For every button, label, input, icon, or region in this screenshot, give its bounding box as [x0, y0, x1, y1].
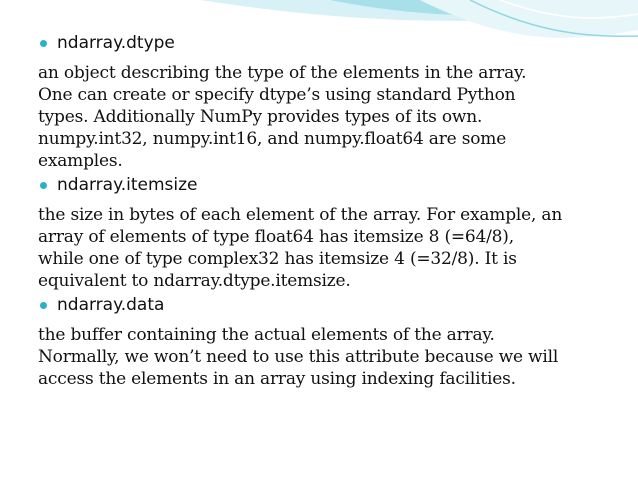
text-line: types. Additionally NumPy provides types of its own.: [38, 107, 483, 127]
item-description: [38, 324, 628, 390]
bullet-icon: [40, 302, 47, 309]
text-line: equivalent to ndarray.dtype.itemsize.: [38, 271, 351, 291]
slide-content: [38, 32, 628, 392]
text-line: examples.: [38, 151, 123, 171]
item-data: [38, 294, 628, 390]
item-itemsize: [38, 174, 628, 292]
item-description: [38, 62, 628, 172]
text-line: the buffer containing the actual elements of the array.: [38, 325, 495, 345]
text-line: numpy.int32, numpy.int16, and numpy.float64 are some: [38, 129, 507, 149]
bullet-item-itemsize: [38, 174, 628, 196]
text-line: array of elements of type float64 has itemsize 8 (=64/8),: [38, 227, 514, 247]
bullet-item-data: [38, 294, 628, 316]
item-title: ndarray.itemsize: [57, 175, 198, 195]
item-title: ndarray.dtype: [57, 33, 175, 53]
text-line: the size in bytes of each element of the array. For example, an: [38, 205, 563, 225]
text-line: One can create or specify dtype’s using standard Python: [38, 85, 516, 105]
item-description: [38, 204, 628, 292]
text-line: an object describing the type of the elements in the array.: [38, 63, 527, 83]
text-line: Normally, we won’t need to use this attribute because we will: [38, 347, 559, 367]
bullet-item-dtype: [38, 32, 628, 54]
text-line: access the elements in an array using indexing facilities.: [38, 369, 516, 389]
bullet-icon: [40, 182, 47, 189]
item-title: ndarray.data: [57, 295, 165, 315]
bullet-icon: [40, 40, 47, 47]
item-dtype: [38, 32, 628, 172]
text-line: while one of type complex32 has itemsize 4 (=32/8). It is: [38, 249, 517, 269]
